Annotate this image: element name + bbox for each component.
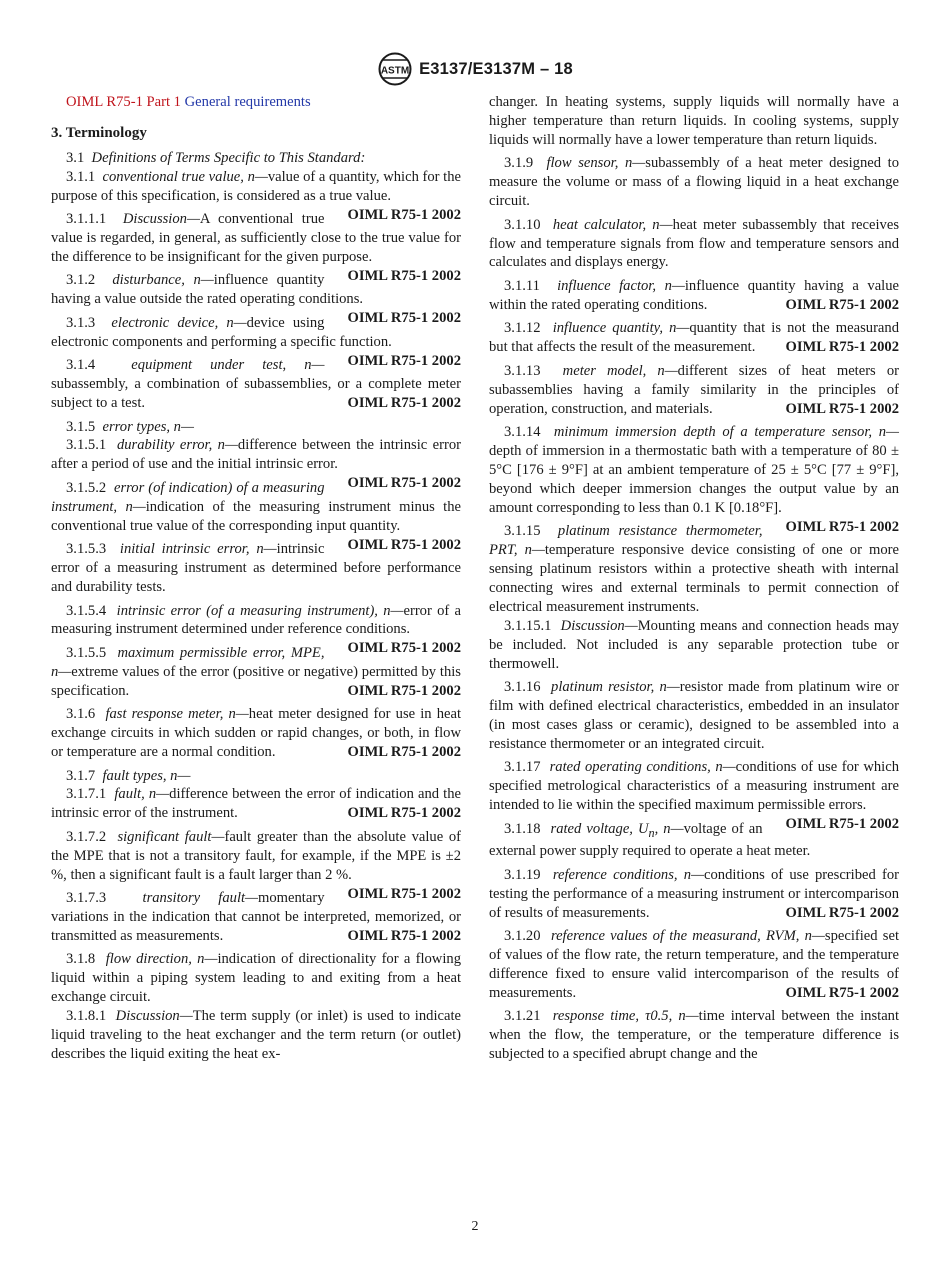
citation: OIML R75-1 2002 <box>785 400 899 417</box>
citation: OIML R75-1 2002 <box>347 352 461 369</box>
definition-3-1-19: 3.1.19 reference conditions, n—conditions of use prescribed for testing the performance of a measuring instrument or intercomparison of results of measurements. OIML R75-1 2002 <box>489 866 899 921</box>
reference-title[interactable]: General requirements <box>184 94 311 110</box>
citation: OIML R75-1 2002 <box>785 904 899 921</box>
citation: OIML R75-1 2002 <box>347 927 461 944</box>
definition-3-1-17: 3.1.17 rated operating conditions, n—conditions of use for which specified metrological characteristics of a measuring instrument are intended to lie within the specified maximum permissible errors. OIML R75-1 2002 <box>489 759 899 832</box>
definition-3-1-5-4: 3.1.5.4 intrinsic error (of a measuring instrument), n—error of a measuring instrument determined under reference conditions. OIML R75-1 2002 <box>51 602 461 657</box>
definition-3-1-3: 3.1.3 electronic device, n—device using electronic components and performing a specific function. OIML R75-1 2002 <box>51 314 461 369</box>
right-column <box>489 93 899 1069</box>
citation: OIML R75-1 2002 <box>347 744 461 761</box>
definition-3-1-20: 3.1.20 reference values of the measurand, RVM, n—specified set of values of the flow rate, the return temperature, and the temperature difference fixed to ensure valid intercomparison of the results of measurements. OIML R75-1 2002 <box>489 928 899 1001</box>
definition-3-1-18: 3.1.18 rated voltage, $U_n$, n—voltage of an external power supply required to operate a heat meter. <box>489 820 811 860</box>
definition-3-1-14: 3.1.14 minimum immersion depth of a temperature sensor, n—depth of immersion in a thermostatic bath with a temperature of 80 ± 5°C [176 ± 9°F] at an ambient temperature of 25 ± 5°C [77 ± 9°F], beyond which deeper immersion changes the output value by an amount corresponding to less than 0.1 K [0.18°F]. OIML R75-1 2002 <box>489 424 900 535</box>
definition-3-1-1: 3.1.1 conventional true value, n—value of a quantity, which for the purpose of this specification, is considered as a true value. OIML R75-1 2002 <box>51 168 462 223</box>
citation: OIML R75-1 2002 <box>785 518 899 535</box>
definition-3-1-12: 3.1.12 influence quantity, n—quantity that is not the measurand but that affects the result of the measurement. OIML R75-1 2002 <box>489 320 899 356</box>
definition-3-1-15: 3.1.15 platinum resistance thermometer, PRT, n—temperature responsive device consisting of one or more sensing platinum resistors within a protective sheath with internal connecting wires and external terminals to permit connection of electrical measurement instruments. <box>489 523 899 615</box>
citation: OIML R75-1 2002 <box>347 267 461 284</box>
paragraph-continuation: changer. In heating systems, supply liquids will normally have a higher temperature than return liquids. In cooling systems, supply liquids will normally have a lower temperature than return liquids. <box>489 94 899 148</box>
left-column <box>51 93 461 1069</box>
document-designation: E3137/E3137M – 18 <box>419 59 573 78</box>
citation: OIML R75-1 2002 <box>347 310 461 327</box>
definition-3-1-5: 3.1.5 error types, n— <box>66 418 194 435</box>
definition-3-1-11: 3.1.11 influence factor, n—influence quantity having a value within the rated operating conditions. OIML R75-1 2002 <box>489 277 900 313</box>
page-number: 2 <box>471 1219 479 1234</box>
definition-3-1-1-1: 3.1.1.1 Discussion—A conventional true value is regarded, in general, as sufficiently close to the true value for the difference to be insignificant for the given purpose. OIML R75-1 2002 <box>51 211 461 284</box>
definition-3-1: 3.1 Definitions of Terms Specific to This Standard: <box>66 149 366 166</box>
citation: OIML R75-1 2002 <box>347 395 461 412</box>
astm-logo-text: ASTM <box>380 65 410 77</box>
definition-3-1-6: 3.1.6 fast response meter, n—heat meter designed for use in heat exchange circuits in which sudden or rapid changes, or both, in flow or temperature are a normal condition. OIML R75-1 2002 <box>51 706 462 761</box>
citation: OIML R75-1 2002 <box>347 805 461 822</box>
astm-logo-icon <box>377 52 413 86</box>
citation: OIML R75-1 2002 <box>347 206 461 223</box>
definition-3-1-7-1: 3.1.7.1 fault, n—difference between the error of indication and the intrinsic error of the instrument. OIML R75-1 2002 <box>51 786 462 822</box>
definition-3-1-2: 3.1.2 disturbance, n—influence quantity having a value outside the rated operating conditions. OIML R75-1 2002 <box>51 272 461 327</box>
citation: OIML R75-1 2002 <box>785 815 899 832</box>
page-header <box>0 52 950 86</box>
definition-3-1-21: 3.1.21 response time, τ0.5, n—time interval between the instant when the flow, the temperature, or the temperature difference is subjected to a specified abrupt change and the <box>489 1008 900 1063</box>
citation: OIML R75-1 2002 <box>347 536 461 553</box>
reference-line <box>66 93 461 112</box>
definition-3-1-5-1: 3.1.5.1 durability error, n—difference between the intrinsic error after a period of use and the initial intrinsic error. OIML R75-1 2002 <box>51 437 461 492</box>
definition-3-1-5-2: 3.1.5.2 error (of indication) of a measuring instrument, n—indication of the measuring instrument minus the conventional true value of the corresponding input quantity. OIML R75-1 2002 <box>51 479 461 553</box>
citation: OIML R75-1 2002 <box>347 475 461 492</box>
citation: OIML R75-1 2002 <box>347 885 461 902</box>
definition-3-1-16: 3.1.16 platinum resistor, n—resistor made from platinum wire or film with defined electrical characteristics, embedded in an insulator (in most cases glass or ceramic), designed to be assembled into a resistance thermometer or an integrated circuit. <box>489 679 899 752</box>
citation: OIML R75-1 2002 <box>785 296 899 313</box>
reference-code[interactable]: OIML R75-1 Part 1 <box>66 94 181 110</box>
definition-3-1-15-1: 3.1.15.1 Discussion—Mounting means and connection heads may be included. Not included is any separable protection tube or thermowell. <box>489 617 900 672</box>
definition-3-1-4: 3.1.4 equipment under test, n—subassembly, a combination of subassemblies, or a complete meter subject to a test. OIML R75-1 2002 <box>51 357 461 412</box>
citation: OIML R75-1 2002 <box>347 640 461 657</box>
definition-3-1-5-5: 3.1.5.5 maximum permissible error, MPE, n—extreme values of the error (positive or negative) permitted by this specification. OIML R75-1 2002 <box>51 644 461 699</box>
definition-3-1-9: 3.1.9 flow sensor, n—subassembly of a heat meter designed to measure the volume or mass of a flowing liquid in a heat exchange circuit. <box>489 155 900 210</box>
definition-3-1-8: 3.1.8 flow direction, n—indication of directionality for a flowing liquid within a piping system leading to and exiting from a heat exchange circuit. <box>51 951 461 1006</box>
definition-3-1-8-1: 3.1.8.1 Discussion—The term supply (or inlet) is used to indicate liquid traveling to the heat exchanger and the term return (or outlet) describes the liquid exiting the heat ex- <box>51 1008 461 1062</box>
section-heading: 3. Terminology <box>51 124 147 141</box>
citation: OIML R75-1 2002 <box>785 339 899 356</box>
citation: OIML R75-1 2002 <box>785 984 899 1001</box>
definition-3-1-7: 3.1.7 fault types, n— <box>66 767 191 784</box>
definition-3-1-5-3: 3.1.5.3 initial intrinsic error, n—intrinsic error of a measuring instrument as determined before performance and durability tests. <box>51 541 461 595</box>
definition-3-1-7-3: 3.1.7.3 transitory fault—momentary variations in the indication that cannot be interpreted, memorized, or transmitted as measurements. OIML R75-1 2002 <box>51 890 461 944</box>
definition-3-1-10: 3.1.10 heat calculator, n—heat meter subassembly that receives flow and temperature signals from flow and temperature sensors and calculates and displays energy. <box>489 216 900 271</box>
citation: OIML R75-1 2002 <box>347 682 461 699</box>
definition-3-1-7-2: 3.1.7.2 significant fault—fault greater than the absolute value of the MPE that is not a transitory fault, for example, if the MPE is ±2 %, then a significant fault is a fault larger than 2 %. OIML R75-1 2002 <box>51 828 461 902</box>
definition-3-1-13: 3.1.13 meter model, n—different sizes of heat meters or subassemblies having a family similarity in the principles of operation, construction, and materials. OIML R75-1 2002 <box>489 362 899 417</box>
